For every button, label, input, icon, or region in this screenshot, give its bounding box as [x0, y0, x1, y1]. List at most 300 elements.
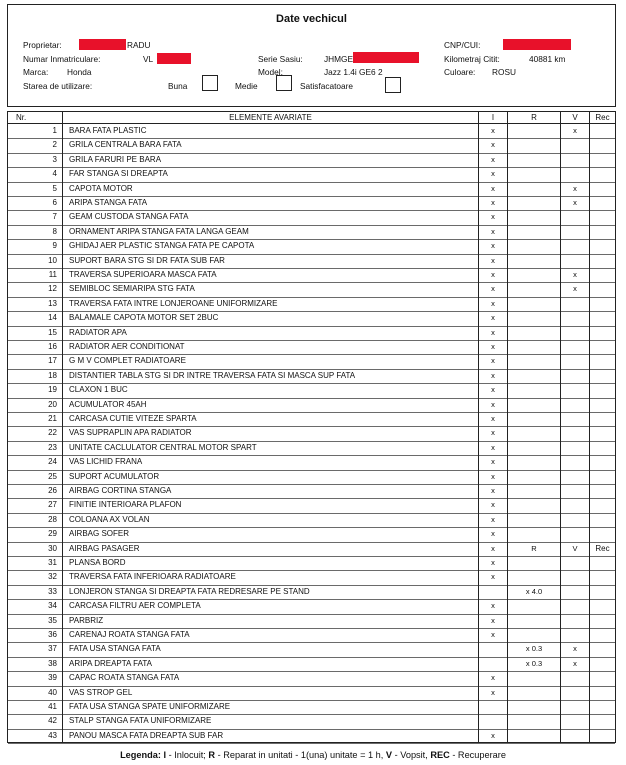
- cell-v: [561, 729, 590, 743]
- cell-i: [479, 714, 508, 728]
- cell-rec: [590, 153, 615, 167]
- cell-rec: [590, 513, 615, 527]
- state-option-buna: Buna: [168, 81, 188, 91]
- cell-nr: 13: [8, 297, 63, 311]
- cell-element: BARA FATA PLASTIC: [63, 124, 479, 138]
- table-row: [8, 599, 615, 614]
- cell-i: x: [479, 455, 508, 469]
- cell-r: [508, 455, 561, 469]
- cell-i: [479, 700, 508, 714]
- cell-rec: [590, 570, 615, 584]
- cell-nr: 12: [8, 282, 63, 296]
- table-row: [8, 282, 615, 297]
- cell-element: TRAVERSA FATA INTRE LONJEROANE UNIFORMIZARE: [63, 297, 479, 311]
- cell-nr: 38: [8, 657, 63, 671]
- table-row: [8, 642, 615, 657]
- legend-v-text: - Vopsit,: [392, 750, 431, 760]
- cell-v: [561, 138, 590, 152]
- plate-redaction: [157, 53, 191, 64]
- table-row: [8, 700, 615, 715]
- cell-r: [508, 714, 561, 728]
- header-title: Date vechicul: [276, 13, 347, 25]
- cell-nr: 40: [8, 686, 63, 700]
- cell-r: [508, 729, 561, 743]
- cell-r: [508, 570, 561, 584]
- cell-v: [561, 498, 590, 512]
- cell-element: SEMIBLOC SEMIARIPA STG FATA: [63, 282, 479, 296]
- cell-element: CARCASA FILTRU AER COMPLETA: [63, 599, 479, 613]
- owner-value: RADU: [127, 40, 151, 50]
- table-row: [8, 628, 615, 643]
- cell-r: [508, 196, 561, 210]
- table-row: [8, 297, 615, 312]
- cell-element: PARBRIZ: [63, 614, 479, 628]
- cell-i: x: [479, 153, 508, 167]
- cell-rec: [590, 354, 615, 368]
- cell-rec: [590, 182, 615, 196]
- cell-rec: [590, 254, 615, 268]
- cell-v: [561, 513, 590, 527]
- cell-rec: [590, 671, 615, 685]
- cell-i: x: [479, 614, 508, 628]
- cell-v: [561, 167, 590, 181]
- cell-i: x: [479, 268, 508, 282]
- cell-rec: [590, 585, 615, 599]
- cell-v: [561, 340, 590, 354]
- cell-r: [508, 556, 561, 570]
- cell-nr: 23: [8, 441, 63, 455]
- cell-element: CLAXON 1 BUC: [63, 383, 479, 397]
- cell-nr: 35: [8, 614, 63, 628]
- cell-nr: 2: [8, 138, 63, 152]
- brand-value: Honda: [67, 67, 92, 77]
- cell-nr: 11: [8, 268, 63, 282]
- cell-nr: 32: [8, 570, 63, 584]
- cell-r: [508, 167, 561, 181]
- cell-v: [561, 628, 590, 642]
- cell-r: [508, 614, 561, 628]
- cell-element: GRILA CENTRALA BARA FATA: [63, 138, 479, 152]
- cell-r: [508, 340, 561, 354]
- table-row: [8, 196, 615, 211]
- cell-rec: [590, 369, 615, 383]
- cell-i: x: [479, 542, 508, 556]
- table-row: [8, 441, 615, 456]
- table-row: [8, 167, 615, 182]
- cell-nr: 37: [8, 642, 63, 656]
- cell-rec: [590, 311, 615, 325]
- cell-i: x: [479, 426, 508, 440]
- cell-r: [508, 282, 561, 296]
- table-header: [8, 112, 615, 124]
- cell-rec: [590, 268, 615, 282]
- cell-nr: 34: [8, 599, 63, 613]
- cell-v: [561, 426, 590, 440]
- cell-i: x: [479, 484, 508, 498]
- cell-i: x: [479, 729, 508, 743]
- damaged-elements-table: [7, 111, 616, 743]
- cell-rec: [590, 614, 615, 628]
- cell-v: [561, 311, 590, 325]
- table-row: [8, 527, 615, 542]
- legend-r-text: - Reparat in unitati - 1(una) unitate = 1 h,: [215, 750, 386, 760]
- col-header-nr: Nr.: [8, 112, 63, 123]
- cell-nr: 22: [8, 426, 63, 440]
- cell-rec: [590, 297, 615, 311]
- table-row: [8, 311, 615, 326]
- cell-nr: 19: [8, 383, 63, 397]
- cell-v: [561, 441, 590, 455]
- cell-i: x: [479, 138, 508, 152]
- state-checkbox-buna[interactable]: [202, 75, 218, 91]
- table-row: [8, 426, 615, 441]
- cell-r: [508, 268, 561, 282]
- table-row: [8, 383, 615, 398]
- cell-rec: [590, 628, 615, 642]
- cell-i: x: [479, 282, 508, 296]
- cell-element: VAS STROP GEL: [63, 686, 479, 700]
- cell-nr: 41: [8, 700, 63, 714]
- col-header-rec: Rec: [595, 113, 610, 122]
- cell-i: x: [479, 470, 508, 484]
- cell-r: [508, 153, 561, 167]
- cell-rec: [590, 326, 615, 340]
- cell-rec: [590, 642, 615, 656]
- cell-element: GEAM CUSTODA STANGA FATA: [63, 210, 479, 224]
- cell-rec: [590, 124, 615, 138]
- cell-r: [508, 484, 561, 498]
- cell-nr: 1: [8, 124, 63, 138]
- table-row: [8, 124, 615, 139]
- cell-nr: 25: [8, 470, 63, 484]
- cell-r: [508, 398, 561, 412]
- cell-r: [508, 124, 561, 138]
- cell-v: [561, 254, 590, 268]
- cell-i: x: [479, 167, 508, 181]
- cell-nr: 5: [8, 182, 63, 196]
- cell-v: [561, 412, 590, 426]
- cell-i: x: [479, 556, 508, 570]
- cell-i: x: [479, 599, 508, 613]
- table-row: [8, 498, 615, 513]
- table-row: [8, 714, 615, 729]
- cell-r: [508, 426, 561, 440]
- table-row: [8, 614, 615, 629]
- cell-r: [508, 412, 561, 426]
- cell-r: [508, 671, 561, 685]
- cell-r: [508, 527, 561, 541]
- legend-r-key: R: [208, 750, 216, 760]
- table-row: [8, 225, 615, 240]
- cell-r: x 0.3: [508, 642, 561, 656]
- cell-element: FINITIE INTERIOARA PLAFON: [63, 498, 479, 512]
- chassis-value: JHMGE: [324, 54, 354, 64]
- cell-i: [479, 585, 508, 599]
- cell-rec: [590, 527, 615, 541]
- cnp-label: CNP/CUI:: [444, 40, 481, 50]
- state-option-medie: Medie: [235, 81, 258, 91]
- col-header-elements: ELEMENTE AVARIATE: [63, 112, 479, 123]
- cell-rec: [590, 383, 615, 397]
- state-checkbox-medie[interactable]: [276, 75, 292, 91]
- cell-element: ORNAMENT ARIPA STANGA FATA LANGA GEAM: [63, 225, 479, 239]
- cell-r: [508, 686, 561, 700]
- cell-nr: 36: [8, 628, 63, 642]
- cell-r: x 4.0: [508, 585, 561, 599]
- cell-rec: [590, 340, 615, 354]
- cell-rec: [590, 196, 615, 210]
- cell-v: [561, 556, 590, 570]
- cell-r: [508, 311, 561, 325]
- cell-nr: 20: [8, 398, 63, 412]
- table-row: [8, 671, 615, 686]
- table-row: [8, 570, 615, 585]
- table-row: [8, 239, 615, 254]
- cell-r: [508, 369, 561, 383]
- cell-rec: [590, 470, 615, 484]
- cell-v: [561, 570, 590, 584]
- cell-v: [561, 614, 590, 628]
- legend-i-text: - Inlocuit;: [166, 750, 209, 760]
- table-row: [8, 369, 615, 384]
- cell-i: x: [479, 513, 508, 527]
- cell-element: CAPOTA MOTOR: [63, 182, 479, 196]
- cell-v: [561, 297, 590, 311]
- cell-v: x: [561, 196, 590, 210]
- cell-element: CARENAJ ROATA STANGA FATA: [63, 628, 479, 642]
- cell-element: DISTANTIER TABLA STG SI DR INTRE TRAVERSA FATA SI MASCA SUP FATA: [63, 369, 479, 383]
- table-row: [8, 556, 615, 571]
- cell-rec: [590, 700, 615, 714]
- cell-i: x: [479, 254, 508, 268]
- color-label: Culoare:: [444, 67, 476, 77]
- cell-element: VAS LICHID FRANA: [63, 455, 479, 469]
- table-row: [8, 686, 615, 701]
- cell-v: [561, 225, 590, 239]
- cell-rec: [590, 282, 615, 296]
- table-row: [8, 412, 615, 427]
- cell-element: TRAVERSA SUPERIOARA MASCA FATA: [63, 268, 479, 282]
- cell-v: [561, 686, 590, 700]
- cell-v: x: [561, 282, 590, 296]
- cell-v: [561, 527, 590, 541]
- cell-i: x: [479, 412, 508, 426]
- cell-element: GRILA FARURI PE BARA: [63, 153, 479, 167]
- cell-v: [561, 210, 590, 224]
- cell-r: [508, 470, 561, 484]
- cell-rec: [590, 426, 615, 440]
- cell-v: [561, 455, 590, 469]
- cell-nr: 39: [8, 671, 63, 685]
- cell-i: x: [479, 369, 508, 383]
- cell-nr: 8: [8, 225, 63, 239]
- cell-element: RADIATOR AER CONDITIONAT: [63, 340, 479, 354]
- legend-rec-key: REC: [430, 750, 450, 760]
- cell-i: x: [479, 527, 508, 541]
- cell-rec: [590, 455, 615, 469]
- cell-element: G M V COMPLET RADIATOARE: [63, 354, 479, 368]
- cell-element: CARCASA CUTIE VITEZE SPARTA: [63, 412, 479, 426]
- table-row: [8, 326, 615, 341]
- state-checkbox-satisfacatoare[interactable]: [385, 77, 401, 93]
- table-row: [8, 254, 615, 269]
- cell-i: x: [479, 686, 508, 700]
- table-row: [8, 398, 615, 413]
- cell-rec: [590, 167, 615, 181]
- cell-nr: 15: [8, 326, 63, 340]
- plate-label: Numar Inmatriculare:: [23, 54, 101, 64]
- cell-v: x: [561, 642, 590, 656]
- cell-v: [561, 398, 590, 412]
- cell-v: [561, 354, 590, 368]
- cell-element: UNITATE CACLULATOR CENTRAL MOTOR SPART: [63, 441, 479, 455]
- cell-v: [561, 700, 590, 714]
- cell-element: BALAMALE CAPOTA MOTOR SET 2BUC: [63, 311, 479, 325]
- cell-i: x: [479, 383, 508, 397]
- cell-rec: Rec: [595, 543, 610, 553]
- cell-nr: 16: [8, 340, 63, 354]
- cell-element: TRAVERSA FATA INFERIOARA RADIATOARE: [63, 570, 479, 584]
- cell-i: x: [479, 398, 508, 412]
- cell-rec: [590, 138, 615, 152]
- cell-i: x: [479, 210, 508, 224]
- cell-r: [508, 182, 561, 196]
- cell-i: x: [479, 326, 508, 340]
- owner-redaction: [79, 39, 126, 50]
- table-row: [8, 657, 615, 672]
- cell-rec: [590, 556, 615, 570]
- cell-i: x: [479, 311, 508, 325]
- cell-i: x: [479, 124, 508, 138]
- cell-r: [508, 383, 561, 397]
- cell-i: x: [479, 340, 508, 354]
- legend-v-key: V: [385, 750, 393, 760]
- cell-v: [561, 383, 590, 397]
- cell-r: [508, 239, 561, 253]
- cell-rec: [590, 239, 615, 253]
- cell-r: [508, 700, 561, 714]
- col-header-i: I: [479, 112, 508, 123]
- col-header-v: V: [561, 112, 590, 123]
- cell-nr: 28: [8, 513, 63, 527]
- cell-element: FATA USA STANGA FATA: [63, 642, 479, 656]
- cell-rec: [590, 210, 615, 224]
- cnp-redaction: [503, 39, 571, 50]
- cell-nr: 42: [8, 714, 63, 728]
- cell-element: VAS SUPRAPLIN APA RADIATOR: [63, 426, 479, 440]
- state-option-satisfacatoare: Satisfacatoare: [300, 81, 354, 91]
- cell-element: ACUMULATOR 45AH: [63, 398, 479, 412]
- table-row: [8, 513, 615, 528]
- cell-r: [508, 254, 561, 268]
- cell-v: [561, 671, 590, 685]
- col-header-r: R: [508, 112, 561, 123]
- cell-v: [561, 585, 590, 599]
- cell-v: x: [561, 124, 590, 138]
- cell-r: [508, 628, 561, 642]
- cell-r: x 0.3: [508, 657, 561, 671]
- cell-v: [561, 714, 590, 728]
- table-row: [8, 182, 615, 197]
- model-label: Model:: [258, 67, 283, 77]
- table-row: [8, 542, 615, 557]
- table-row: [8, 455, 615, 470]
- legend: [0, 750, 626, 760]
- cell-r: [508, 225, 561, 239]
- cell-v: x: [561, 268, 590, 282]
- cell-nr: 33: [8, 585, 63, 599]
- cell-i: x: [479, 182, 508, 196]
- table-row: [8, 585, 615, 600]
- legend-prefix: Legenda:: [120, 750, 161, 760]
- cell-nr: 24: [8, 455, 63, 469]
- cell-v: V: [561, 542, 590, 556]
- cell-nr: 30: [8, 542, 63, 556]
- cell-nr: 17: [8, 354, 63, 368]
- cell-r: [508, 498, 561, 512]
- cell-v: [561, 153, 590, 167]
- cell-nr: 14: [8, 311, 63, 325]
- cell-r: [508, 297, 561, 311]
- cell-element: AIRBAG SOFER: [63, 527, 479, 541]
- cell-r: R: [508, 542, 561, 556]
- cell-rec: [590, 729, 615, 743]
- cell-rec: [590, 484, 615, 498]
- table-row: [8, 354, 615, 369]
- owner-label: Proprietar:: [23, 40, 62, 50]
- cell-element: FAR STANGA SI DREAPTA: [63, 167, 479, 181]
- cell-v: [561, 369, 590, 383]
- cell-v: [561, 239, 590, 253]
- cell-i: [479, 642, 508, 656]
- cell-element: STALP STANGA FATA UNIFORMIZARE: [63, 714, 479, 728]
- model-value: Jazz 1.4i GE6 2: [324, 67, 383, 77]
- cell-element: SUPORT BARA STG SI DR FATA SUB FAR: [63, 254, 479, 268]
- legend-i-key: I: [163, 750, 167, 760]
- cell-element: GHIDAJ AER PLASTIC STANGA FATA PE CAPOTA: [63, 239, 479, 253]
- cell-element: PLANSA BORD: [63, 556, 479, 570]
- plate-value: VL: [143, 54, 154, 64]
- cell-nr: 3: [8, 153, 63, 167]
- cell-rec: [590, 686, 615, 700]
- km-label: Kilometraj Citit:: [444, 54, 500, 64]
- cell-nr: 6: [8, 196, 63, 210]
- brand-label: Marca:: [23, 67, 49, 77]
- table-row: [8, 268, 615, 283]
- cell-nr: 21: [8, 412, 63, 426]
- chassis-label: Serie Sasiu:: [258, 54, 303, 64]
- cell-r: [508, 210, 561, 224]
- cell-element: SUPORT ACUMULATOR: [63, 470, 479, 484]
- cell-r: [508, 138, 561, 152]
- cell-rec: [590, 657, 615, 671]
- cell-element: LONJERON STANGA SI DREAPTA FATA REDRESARE PE STAND: [63, 585, 479, 599]
- cell-nr: 9: [8, 239, 63, 253]
- legend-rec-text: - Recuperare: [449, 750, 506, 760]
- cell-nr: 4: [8, 167, 63, 181]
- color-value: ROSU: [492, 67, 516, 77]
- cell-rec: [590, 599, 615, 613]
- cell-i: x: [479, 225, 508, 239]
- table-row: [8, 340, 615, 355]
- cell-rec: [590, 225, 615, 239]
- cell-v: [561, 470, 590, 484]
- cell-rec: [590, 498, 615, 512]
- cell-i: x: [479, 297, 508, 311]
- cell-nr: 31: [8, 556, 63, 570]
- cell-element: AIRBAG CORTINA STANGA: [63, 484, 479, 498]
- cell-v: [561, 484, 590, 498]
